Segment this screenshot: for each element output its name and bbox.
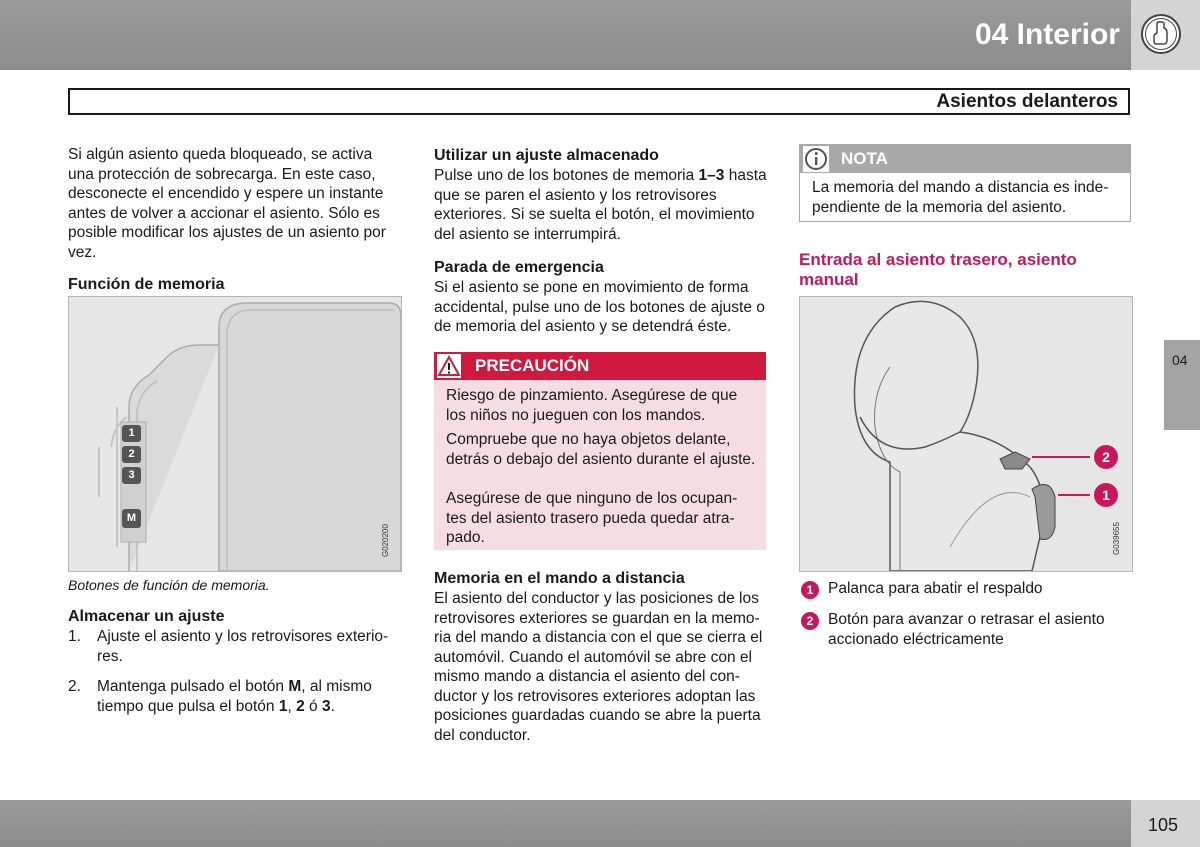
header-bar [0,0,1131,70]
warning-icon [437,354,461,378]
step-2-text: Mantenga pulsado el botón M, al mismo tiempo que pulsa el botón 1, 2 ó 3. [97,678,372,715]
caution-text-2: Compruebe que no haya objetos delante, detrás o debajo del asiento durante el ajuste. [446,431,756,468]
step-2 [68,677,402,716]
memory-button-3: 3 [122,467,141,484]
footer-bar [0,800,1131,847]
use-stored-heading: Utilizar un ajuste almacenado [434,147,659,164]
figure-callout-2: 2 [1094,445,1118,469]
info-icon [803,146,829,172]
rear-entry-illustration [800,297,1132,571]
figure-callout-1: 1 [1094,483,1118,507]
note-text: La memoria del mando a distancia es inde-pendiente de la memoria del asiento. [812,179,1109,216]
emergency-stop-heading: Parada de emergencia [434,259,604,276]
note-title: NOTA [841,149,888,168]
legend-text-2: Botón para avanzar o retrasar el asiento accionado eléctricamente [828,611,1105,648]
caution-text-1: Riesgo de pinzamiento. Asegúrese de que los niños no jueguen con los mandos. [446,387,738,424]
legend-callout-2: 2 [801,612,819,630]
step-1 [68,627,402,666]
remote-memory-heading: Memoria en el mando a distancia [434,570,685,587]
memory-function-heading: Función de memoria [68,276,225,293]
caution-text-3: Asegúrese de que ninguno de los ocupan-tes del asiento trasero pueda quedar atra-pado. [446,490,738,546]
seat-icon [1140,13,1182,55]
figure-code: G039655 [1112,522,1121,555]
step-1-text: Ajuste el asiento y los retrovisores exterio-res. [97,628,389,665]
memory-button-1: 1 [122,425,141,442]
chapter-title: 04 Interior [974,18,1120,51]
remote-memory-paragraph: El asiento del conductor y las posiciones de los retrovisores exteriores se guardan en la memo-ria del mando a distancia con el que se cierra el automóvil. Cuando el automóvil se abre con el mismo mando a distancia el asiento del con-ductor y los retrovisores exteriores adoptan las posiciones guardadas cuando se abre la puerta del conductor. [434,590,763,744]
caution-title: PRECAUCIÓN [475,356,590,375]
legend-callout-1: 1 [801,581,819,599]
memory-buttons-figure [68,296,402,572]
intro-paragraph: Si algún asiento queda bloqueado, se activa una protección de sobrecarga. En este caso, desconecte el encendido y espere un instante antes de volver a accionar el asiento. Sólo es posible modificar los ajustes de un asiento por vez. [68,146,386,261]
page-number: 105 [1148,815,1179,835]
memory-button-m: M [122,509,141,528]
figure-code: G020200 [381,524,390,557]
step-2-number: 2. [68,678,81,695]
use-stored-paragraph: Pulse uno de los botones de memoria 1–3 hasta que se paren el asiento y los retrovisores exteriores. Si se suelta el botón, el movimiento del asiento se interrumpirá. [434,167,767,243]
section-title: Asientos delanteros [936,91,1118,112]
chapter-side-tab-label: 04 [1172,352,1188,368]
store-setting-heading: Almacenar un ajuste [68,608,225,625]
emergency-stop-paragraph: Si el asiento se pone en movimiento de forma accidental, pulse uno de los botones de ajuste o de memoria del asiento y se detendrá éste. [434,279,765,335]
step-1-number: 1. [68,628,81,645]
figure-caption: Botones de función de memoria. [68,577,270,593]
rear-entry-figure [799,296,1133,572]
rear-entry-heading: Entrada al asiento trasero, asiento manual [799,250,1077,289]
seat-memory-illustration [69,297,401,571]
store-steps-list [68,627,402,727]
legend-text-1: Palanca para abatir el respaldo [828,580,1043,597]
memory-button-2: 2 [122,446,141,463]
